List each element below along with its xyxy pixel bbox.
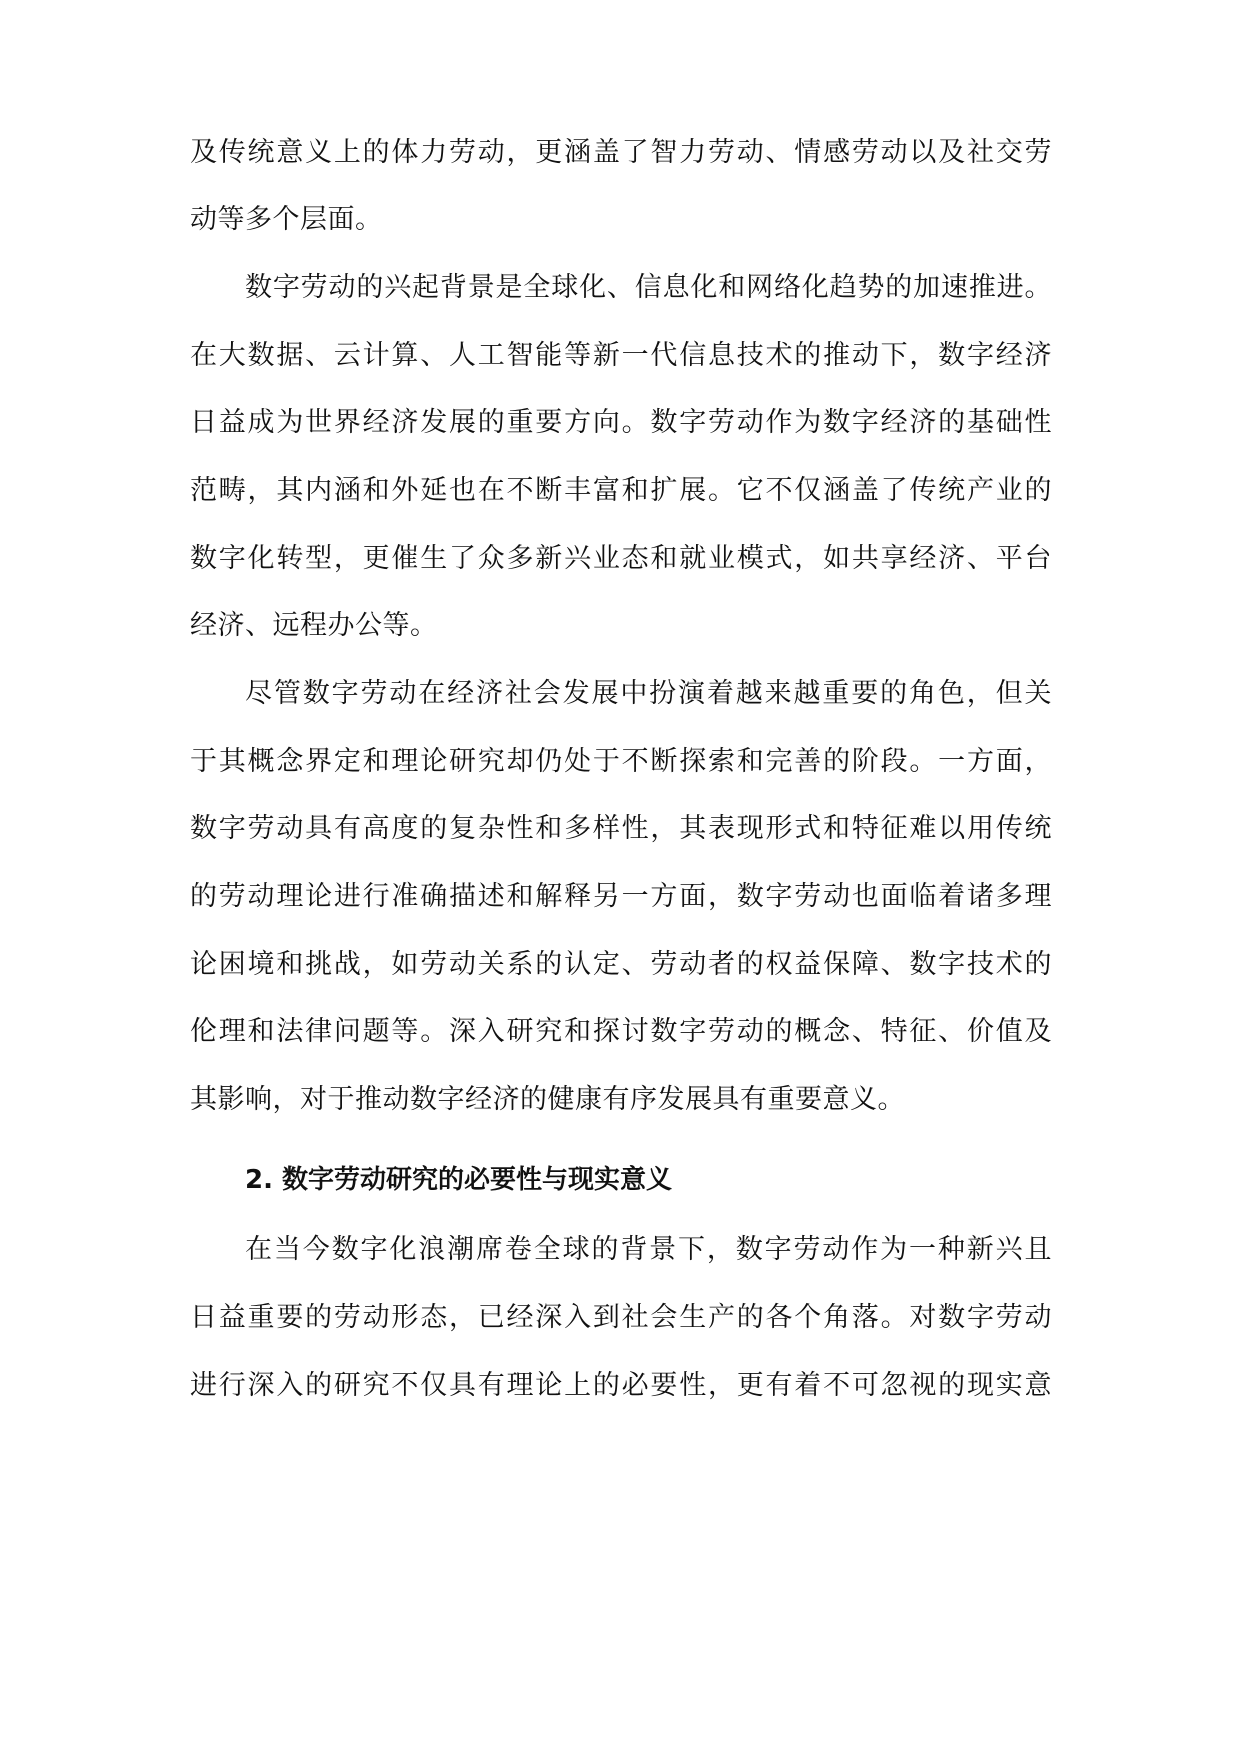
paragraph-line: 数字劳动的兴起背景是全球化、信息化和网络化趋势的加速推进。: [245, 272, 1052, 303]
paragraph-line: 进行深入的研究不仅具有理论上的必要性，更有着不可忽视的现实意: [190, 1370, 1052, 1401]
paragraph-line: 范畴，其内涵和外延也在不断丰富和扩展。它不仅涵盖了传统产业的: [190, 475, 1052, 506]
paragraph-line: 日益重要的劳动形态，已经深入到社会生产的各个角落。对数字劳动: [190, 1302, 1052, 1333]
paragraph-line: 及传统意义上的体力劳动，更涵盖了智力劳动、情感劳动以及社交劳: [190, 137, 1052, 168]
paragraph-line: 其影响，对于推动数字经济的健康有序发展具有重要意义。: [190, 1084, 905, 1115]
paragraph-line: 在大数据、云计算、人工智能等新一代信息技术的推动下，数字经济: [190, 340, 1052, 371]
paragraph-line: 经济、远程办公等。: [190, 610, 438, 641]
paragraph-line: 于其概念界定和理论研究却仍处于不断探索和完善的阶段。一方面，: [190, 746, 1052, 777]
paragraph-line: 尽管数字劳动在经济社会发展中扮演着越来越重要的角色，但关: [245, 678, 1052, 709]
paragraph-line: 伦理和法律问题等。深入研究和探讨数字劳动的概念、特征、价值及: [190, 1016, 1052, 1047]
paragraph-line: 动等多个层面。: [190, 204, 383, 235]
section-heading: 2. 数字劳动研究的必要性与现实意义: [245, 1165, 673, 1195]
paragraph-line: 数字化转型，更催生了众多新兴业态和就业模式，如共享经济、平台: [190, 543, 1052, 574]
paragraph-line: 数字劳动具有高度的复杂性和多样性，其表现形式和特征难以用传统: [190, 813, 1052, 844]
paragraph-line: 在当今数字化浪潮席卷全球的背景下，数字劳动作为一种新兴且: [245, 1234, 1052, 1265]
paragraph-line: 日益成为世界经济发展的重要方向。数字劳动作为数字经济的基础性: [190, 407, 1052, 438]
paragraph-line: 的劳动理论进行准确描述和解释另一方面，数字劳动也面临着诸多理: [190, 881, 1052, 912]
paragraph-line: 论困境和挑战，如劳动关系的认定、劳动者的权益保障、数字技术的: [190, 949, 1052, 980]
